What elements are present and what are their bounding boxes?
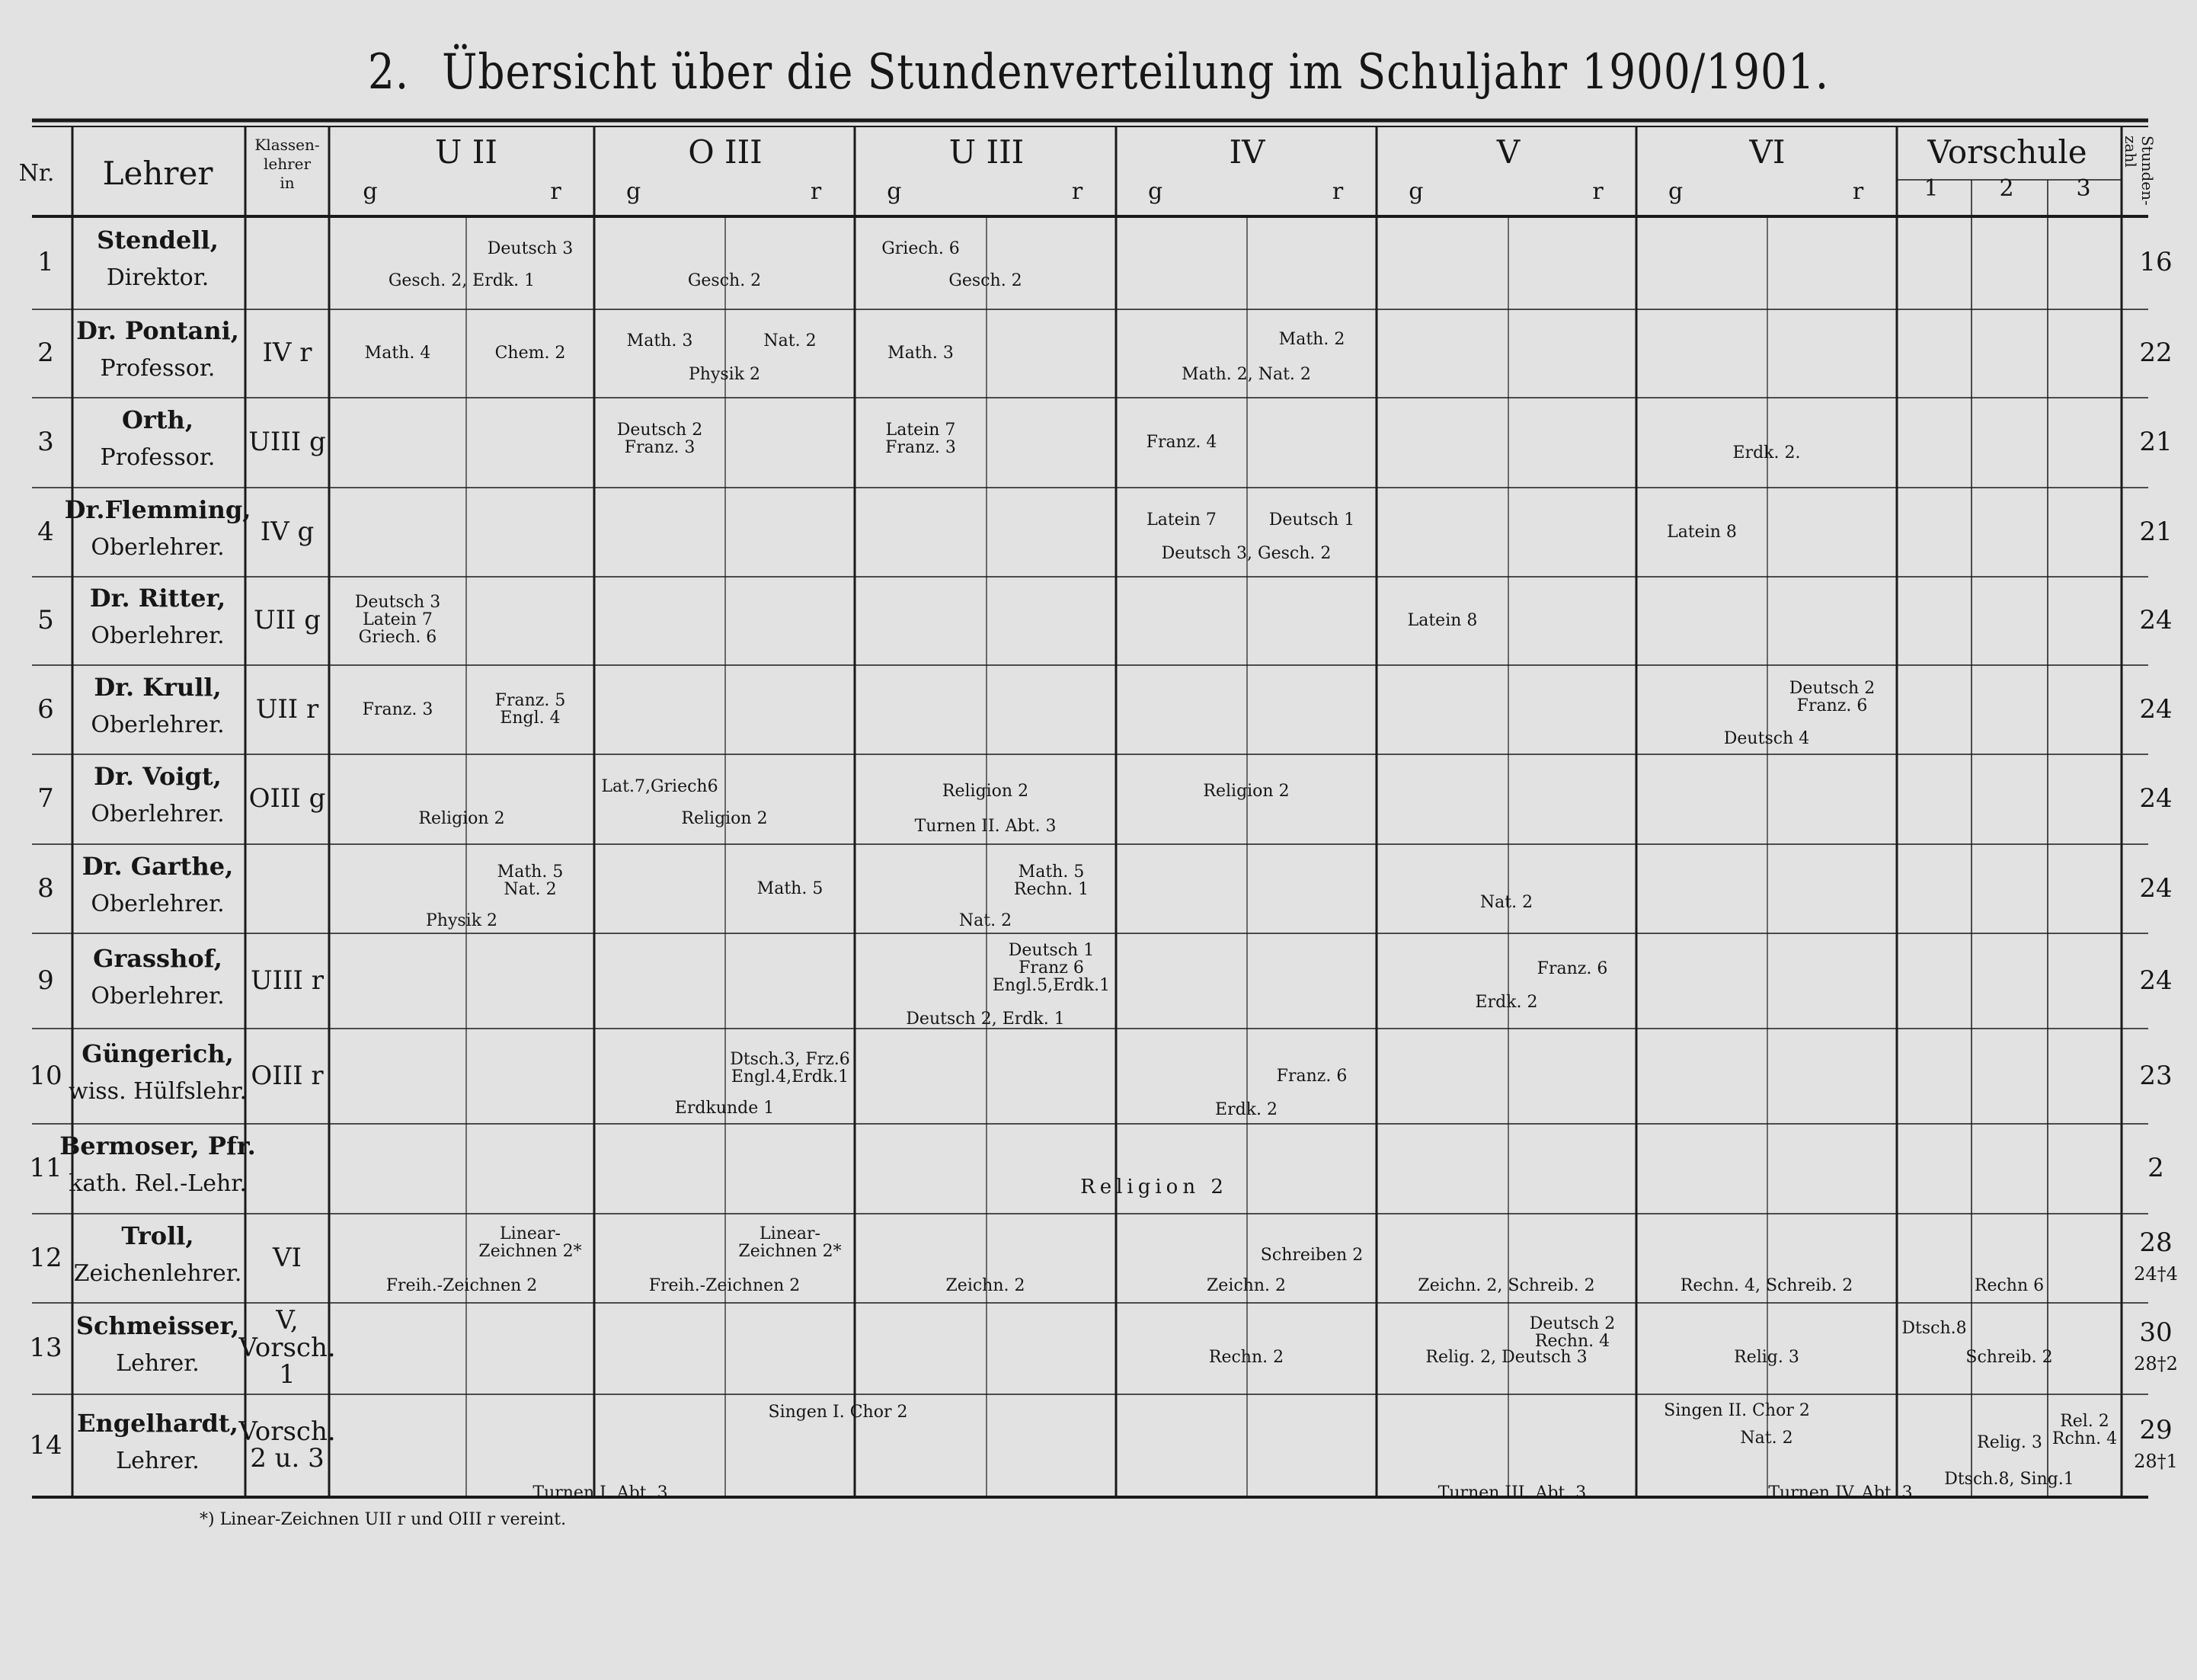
- hour-entry: Erdk. 2: [1475, 992, 1538, 1012]
- hour-entry: Dtsch.8, Sing.1: [1944, 1469, 2074, 1489]
- klassenlehrer-value: UIII g: [248, 427, 326, 457]
- class-header-uiii: U III: [948, 133, 1025, 171]
- nr-header: Nr.: [18, 160, 55, 187]
- teacher-role: Lehrer.: [116, 1350, 200, 1377]
- hour-entry: Nat. 2: [763, 331, 817, 350]
- klassenlehrer-value: UII r: [255, 693, 319, 725]
- hours-total: 23: [2139, 1060, 2173, 1091]
- hour-entry: Deutsch 2 Rechn. 4: [1529, 1314, 1616, 1352]
- teacher-name: Engelhardt,: [77, 1408, 238, 1438]
- hour-entry: Physik 2: [425, 910, 498, 930]
- hour-entry: Religion 2: [681, 809, 768, 828]
- teacher-role: Direktor.: [106, 264, 209, 291]
- hour-entry: Dtsch.3, Frz.6 Engl.4,Erdk.1: [730, 1049, 850, 1086]
- teacher-role: Lehrer.: [116, 1447, 200, 1474]
- hour-entry: Math. 5 Nat. 2: [497, 862, 564, 899]
- subheader-r: r: [1071, 178, 1083, 205]
- hour-entry: Math. 3: [887, 344, 954, 363]
- class-header-iv: IV: [1229, 133, 1265, 171]
- hour-entry: Gesch. 2: [948, 271, 1022, 290]
- teacher-name: Dr. Krull,: [94, 672, 222, 702]
- hour-entry: Nat. 2: [958, 910, 1012, 930]
- subheader-r: r: [550, 178, 561, 205]
- klassenlehrer-value: IV r: [262, 338, 312, 368]
- title-text: Übersicht über die Stundenverteilung im Schuljahr 1900/1901.: [442, 44, 1830, 101]
- hours-total: 30: [2139, 1317, 2173, 1348]
- teacher-role: Oberlehrer.: [91, 533, 225, 561]
- hour-entry: Rechn. 4, Schreib. 2: [1680, 1275, 1853, 1295]
- row-number: 1: [37, 247, 54, 277]
- teacher-name: Grasshof,: [93, 943, 222, 973]
- klassenlehrer-value: Vorsch. 2 u. 3: [238, 1416, 336, 1474]
- hour-entry: Turnen II. Abt. 3: [914, 817, 1057, 836]
- hour-entry: Griech. 6: [881, 239, 960, 258]
- subheader-g: g: [887, 178, 902, 205]
- teacher-name: Güngerich,: [82, 1038, 234, 1068]
- vorschule-col-2: 2: [1999, 175, 2014, 202]
- hour-entry: Latein 8: [1667, 522, 1737, 542]
- hour-entry: Deutsch 1: [1268, 510, 1355, 530]
- row-number: 9: [37, 965, 54, 996]
- hours-total: 21: [2139, 516, 2173, 547]
- vorschule-header: Vorschule: [1927, 133, 2087, 171]
- teacher-role: Zeichenlehrer.: [73, 1259, 242, 1287]
- spanning-entry: Religion 2: [1080, 1176, 1228, 1198]
- hour-entry: Relig. 2, Deutsch 3: [1425, 1348, 1588, 1367]
- subheader-g: g: [1147, 178, 1163, 205]
- row-number: 4: [37, 516, 54, 547]
- hour-entry: Lat.7,Griech6: [601, 777, 718, 796]
- row-number: 8: [37, 872, 54, 904]
- hours-total: 24: [2139, 965, 2173, 996]
- teacher-role: Oberlehrer.: [91, 801, 225, 827]
- row-number: 5: [37, 605, 54, 635]
- hours-total: 21: [2139, 427, 2173, 457]
- hour-entry: Franz. 3: [362, 699, 433, 719]
- class-header-vi: VI: [1749, 133, 1786, 171]
- teacher-role: Oberlehrer.: [91, 890, 225, 917]
- row-number: 10: [29, 1060, 62, 1091]
- title-number: 2.: [367, 44, 410, 101]
- hour-entry: Deutsch 3, Gesch. 2: [1161, 543, 1332, 563]
- teacher-name: Dr. Pontani,: [76, 316, 239, 345]
- hour-entry: Math. 4: [364, 344, 431, 363]
- hour-entry: Rechn. 2: [1208, 1348, 1284, 1367]
- klassenlehrer-value: VI: [273, 1242, 302, 1273]
- subheader-g: g: [363, 178, 378, 205]
- row-number: 11: [29, 1153, 62, 1183]
- hour-entry: Erdk. 2.: [1732, 443, 1801, 462]
- klassenlehrer-value: OIII r: [251, 1060, 324, 1091]
- subheader-g: g: [1409, 178, 1424, 205]
- class-header-uii: U II: [435, 133, 497, 171]
- teacher-role: Professor.: [100, 355, 216, 382]
- hours-total: 16: [2139, 247, 2173, 277]
- hours-breakdown: 28†2: [2134, 1353, 2178, 1374]
- stundenzahl-header: [2122, 136, 2156, 206]
- hour-entry: Religion 2: [942, 782, 1029, 801]
- class-header-v: V: [1496, 133, 1521, 171]
- hour-entry: Franz. 4: [1146, 433, 1217, 452]
- hours-total: 24: [2139, 605, 2173, 635]
- klassenlehrer-value: IV g: [260, 516, 315, 547]
- teacher-role: kath. Rel.-Lehr.: [69, 1170, 247, 1197]
- hour-entry: Math. 3: [626, 331, 693, 350]
- hour-entry: Erdk. 2: [1215, 1099, 1278, 1119]
- klassenlehrer-value: V, Vorsch. 1: [238, 1305, 336, 1390]
- hour-entry: Math. 2, Nat. 2: [1182, 365, 1311, 384]
- hour-entry: Latein 7: [1146, 510, 1217, 530]
- hour-entry: Math. 5 Rechn. 1: [1013, 862, 1089, 899]
- lehrer-header: Lehrer: [102, 155, 213, 192]
- row-number: 12: [29, 1242, 62, 1273]
- hour-entry: Zeichn. 2: [1207, 1275, 1286, 1295]
- hours-total: 24: [2139, 872, 2173, 904]
- hour-entry: Latein 8: [1407, 611, 1478, 630]
- subheader-r: r: [1332, 178, 1344, 205]
- teacher-name: Dr. Voigt,: [94, 762, 222, 791]
- klassenlehrer-header: [254, 136, 319, 193]
- hour-entry: Rechn 6: [1974, 1275, 2045, 1295]
- spanning-entry: Singen I. Chor 2: [768, 1403, 908, 1422]
- stundenzahl-header-line: zahl: [2122, 136, 2140, 168]
- hour-entry: Latein 7 Franz. 3: [885, 421, 956, 458]
- hour-entry: Religion 2: [1203, 782, 1290, 801]
- hour-entry: Deutsch 2, Erdk. 1: [906, 1009, 1065, 1029]
- row-number: 6: [37, 693, 54, 725]
- subheader-r: r: [1852, 178, 1864, 205]
- teacher-name: Orth,: [122, 405, 193, 434]
- hour-entry: Nat. 2: [1740, 1428, 1793, 1448]
- hour-entry: Deutsch 3 Latein 7 Griech. 6: [354, 593, 441, 648]
- hour-entry: Freih.-Zeichnen 2: [385, 1275, 538, 1295]
- class-header-oiii: O III: [688, 133, 763, 171]
- row-number: 14: [29, 1429, 62, 1461]
- row-number: 7: [37, 783, 54, 814]
- subheader-r: r: [810, 178, 822, 205]
- hour-entry: Erdkunde 1: [674, 1098, 775, 1118]
- hour-entry: Deutsch 3: [487, 239, 574, 258]
- hour-entry: Deutsch 1 Franz 6 Engl.5,Erdk.1: [992, 940, 1111, 995]
- spanning-entry: Turnen III. Abt. 3: [1437, 1483, 1587, 1502]
- hour-entry: Linear- Zeichnen 2*: [478, 1224, 582, 1261]
- hour-entry: Chem. 2: [494, 344, 566, 363]
- teacher-name: Dr. Ritter,: [89, 584, 226, 613]
- subheader-g: g: [625, 178, 641, 205]
- hour-entry: Freih.-Zeichnen 2: [648, 1275, 801, 1295]
- row-number: 3: [37, 427, 54, 457]
- hours-breakdown: 28†1: [2134, 1450, 2178, 1472]
- klassenlehrer-value: UIII r: [250, 965, 325, 996]
- hour-entry: Gesch. 2: [687, 271, 762, 290]
- teacher-name: Dr.Flemming,: [64, 494, 251, 524]
- klassenlehrer-value: OIII g: [248, 783, 326, 814]
- hour-entry: Schreib. 2: [1965, 1348, 2053, 1367]
- teacher-role: Professor.: [100, 444, 216, 471]
- hour-entry: Zeichn. 2, Schreib. 2: [1418, 1275, 1595, 1295]
- hour-entry: Dtsch.8: [1901, 1319, 1967, 1338]
- hour-entry: Rel. 2 Rchn. 4: [2051, 1411, 2118, 1448]
- teacher-role: Oberlehrer.: [91, 711, 225, 738]
- klassenlehrer-value: UII g: [253, 605, 321, 635]
- klassenlehrer-header-line: Klassen-: [254, 136, 320, 154]
- hour-entry: Deutsch 4: [1723, 728, 1810, 748]
- hour-entry: Math. 5: [756, 878, 823, 898]
- vorschule-col-1: 1: [1924, 175, 1939, 202]
- row-number: 13: [29, 1333, 62, 1363]
- hour-entry: Deutsch 2 Franz. 3: [616, 421, 703, 458]
- hours-total: 28: [2139, 1227, 2173, 1258]
- hour-entry: Gesch. 2, Erdk. 1: [388, 271, 536, 290]
- hour-entry: Franz. 5 Engl. 4: [494, 690, 566, 728]
- hour-entry: Deutsch 2 Franz. 6: [1789, 678, 1876, 715]
- teacher-name: Dr. Garthe,: [82, 851, 234, 881]
- teacher-role: wiss. Hülfslehr.: [69, 1077, 247, 1105]
- hour-entry: Linear- Zeichnen 2*: [738, 1224, 842, 1261]
- teacher-name: Stendell,: [97, 226, 219, 254]
- teacher-role: Oberlehrer.: [91, 982, 225, 1010]
- hours-total: 2: [2147, 1153, 2164, 1183]
- hour-entry: Relig. 3: [1734, 1348, 1799, 1367]
- row-number: 2: [37, 338, 54, 368]
- hours-total: 22: [2139, 338, 2173, 368]
- hours-total: 24: [2139, 693, 2173, 725]
- klassenlehrer-header-line: in: [280, 174, 295, 192]
- stundenzahl-header-line: Stunden-: [2138, 136, 2157, 206]
- teacher-name: Schmeisser,: [75, 1311, 240, 1340]
- teacher-name: Bermoser, Pfr.: [59, 1131, 256, 1160]
- hour-entry: Religion 2: [418, 809, 505, 828]
- vorschule-col-3: 3: [2076, 175, 2091, 202]
- hour-entry: Relig. 3: [1977, 1432, 2042, 1452]
- teacher-role: Oberlehrer.: [91, 622, 225, 649]
- hours-total: 29: [2139, 1414, 2173, 1445]
- spanning-entry: Turnen IV. Abt. 3: [1768, 1483, 1913, 1502]
- hour-entry: Franz. 6: [1537, 958, 1608, 978]
- hour-entry: Zeichn. 2: [945, 1275, 1025, 1295]
- hour-entry: Schreiben 2: [1260, 1245, 1364, 1265]
- klassenlehrer-header-line: lehrer: [263, 155, 312, 173]
- hour-entry: Franz. 6: [1276, 1066, 1348, 1086]
- spanning-entry: Singen II. Chor 2: [1664, 1401, 1810, 1420]
- footnote: *) Linear-Zeichnen UII r und OIII r vereint.: [200, 1510, 567, 1529]
- subheader-r: r: [1592, 178, 1604, 205]
- hour-entry: Math. 2: [1278, 330, 1345, 349]
- hours-breakdown: 24†4: [2134, 1262, 2178, 1285]
- hour-entry: Nat. 2: [1479, 892, 1533, 912]
- subheader-g: g: [1668, 178, 1684, 205]
- teacher-name: Troll,: [121, 1221, 194, 1250]
- hour-entry: Physik 2: [688, 365, 761, 384]
- spanning-entry: Turnen I. Abt. 3: [532, 1483, 668, 1502]
- hours-total: 24: [2139, 783, 2173, 814]
